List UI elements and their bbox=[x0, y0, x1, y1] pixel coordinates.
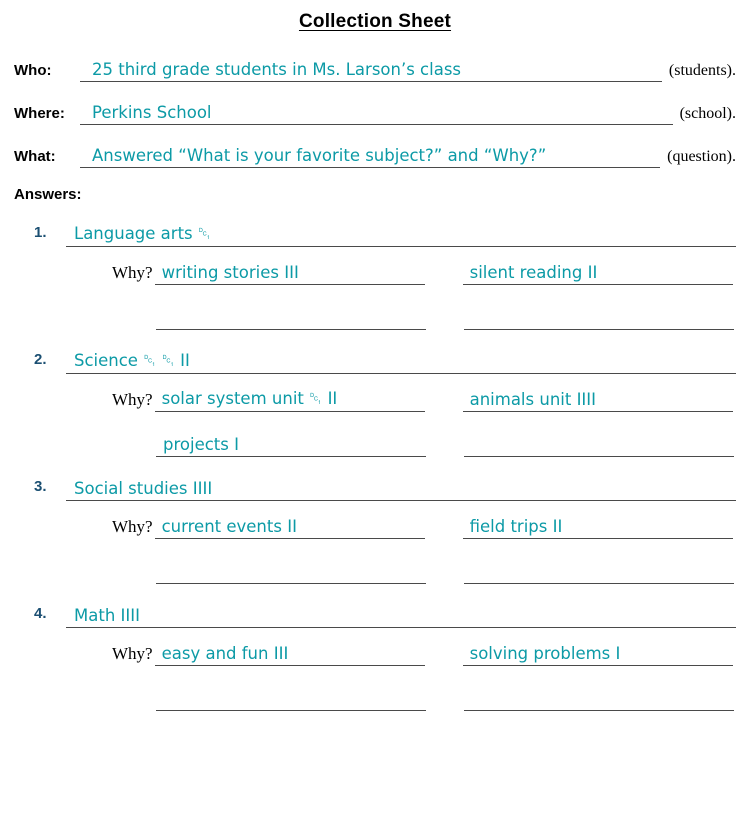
item-answer-field[interactable] bbox=[66, 473, 736, 501]
what-label: What: bbox=[14, 148, 56, 165]
answer-item bbox=[14, 346, 736, 457]
item-answer-value: Social studies IIII bbox=[74, 479, 213, 498]
item-answer-value: Science ␑ ␑ II bbox=[74, 351, 190, 370]
why-value-left: solar system unit ␑ II bbox=[161, 389, 338, 408]
where-label: Where: bbox=[14, 105, 65, 122]
header-row-what bbox=[14, 141, 736, 168]
why-label: Why? bbox=[112, 517, 153, 536]
why-row-continued bbox=[112, 304, 736, 330]
why-field-right[interactable] bbox=[463, 386, 733, 412]
why-field-right[interactable] bbox=[463, 640, 733, 666]
item-answer-field[interactable] bbox=[66, 346, 736, 374]
why-row bbox=[112, 386, 736, 412]
item-answer-field[interactable] bbox=[66, 219, 736, 247]
why-row-continued bbox=[112, 431, 736, 457]
page-title: Collection Sheet bbox=[298, 11, 452, 32]
why-field-left[interactable] bbox=[155, 640, 425, 666]
why-field-left[interactable] bbox=[155, 386, 425, 412]
where-field[interactable] bbox=[80, 98, 673, 125]
why-value-left: current events II bbox=[161, 517, 297, 536]
why-field-left-2[interactable] bbox=[156, 304, 426, 330]
why-field-right[interactable] bbox=[463, 259, 733, 285]
why-field-left[interactable] bbox=[155, 513, 425, 539]
item-number: 2. bbox=[34, 351, 47, 368]
what-suffix: (question). bbox=[667, 148, 736, 165]
why-field-left-2[interactable] bbox=[156, 431, 426, 457]
why-field-right-2[interactable] bbox=[464, 304, 734, 330]
what-field[interactable] bbox=[80, 141, 660, 168]
item-answer-value: Math IIII bbox=[74, 606, 140, 625]
answer-item bbox=[14, 219, 736, 330]
item-number: 3. bbox=[34, 478, 47, 495]
item-answer-value: Language arts ␑ bbox=[74, 224, 212, 243]
item-answer-field[interactable] bbox=[66, 600, 736, 628]
where-value: Perkins School bbox=[92, 103, 212, 122]
why-value-left: easy and fun III bbox=[161, 644, 289, 663]
why-row bbox=[112, 513, 736, 539]
why-value-right: animals unit IIII bbox=[469, 390, 597, 409]
why-label: Why? bbox=[112, 263, 153, 282]
why-row bbox=[112, 640, 736, 666]
why-field-left[interactable] bbox=[155, 259, 425, 285]
why-value-right: solving problems I bbox=[469, 644, 621, 663]
why-value-left-2: projects I bbox=[163, 435, 239, 454]
answers-label: Answers: bbox=[14, 186, 82, 203]
why-row-continued bbox=[112, 685, 736, 711]
header-row-where bbox=[14, 98, 736, 125]
header-row-who bbox=[14, 55, 736, 82]
why-row-continued bbox=[112, 558, 736, 584]
why-field-right-2[interactable] bbox=[464, 558, 734, 584]
why-label: Why? bbox=[112, 390, 153, 409]
item-number: 4. bbox=[34, 605, 47, 622]
why-field-right[interactable] bbox=[463, 513, 733, 539]
why-value-right: silent reading II bbox=[469, 263, 598, 282]
where-suffix: (school). bbox=[679, 105, 736, 122]
answer-item bbox=[14, 473, 736, 584]
who-field[interactable] bbox=[80, 55, 662, 82]
why-value-left: writing stories III bbox=[161, 263, 299, 282]
why-field-left-2[interactable] bbox=[156, 685, 426, 711]
collection-sheet bbox=[0, 11, 750, 829]
item-number: 1. bbox=[34, 224, 47, 241]
answer-item bbox=[14, 600, 736, 711]
why-field-right-2[interactable] bbox=[464, 685, 734, 711]
why-field-right-2[interactable] bbox=[464, 431, 734, 457]
why-label: Why? bbox=[112, 644, 153, 663]
what-value: Answered “What is your favorite subject?” and “Why?” bbox=[92, 146, 547, 165]
who-value: 25 third grade students in Ms. Larson’s class bbox=[92, 60, 462, 79]
who-suffix: (students). bbox=[668, 62, 736, 79]
why-field-left-2[interactable] bbox=[156, 558, 426, 584]
why-value-right: field trips II bbox=[469, 517, 563, 536]
why-row bbox=[112, 259, 736, 285]
who-label: Who: bbox=[14, 62, 52, 79]
